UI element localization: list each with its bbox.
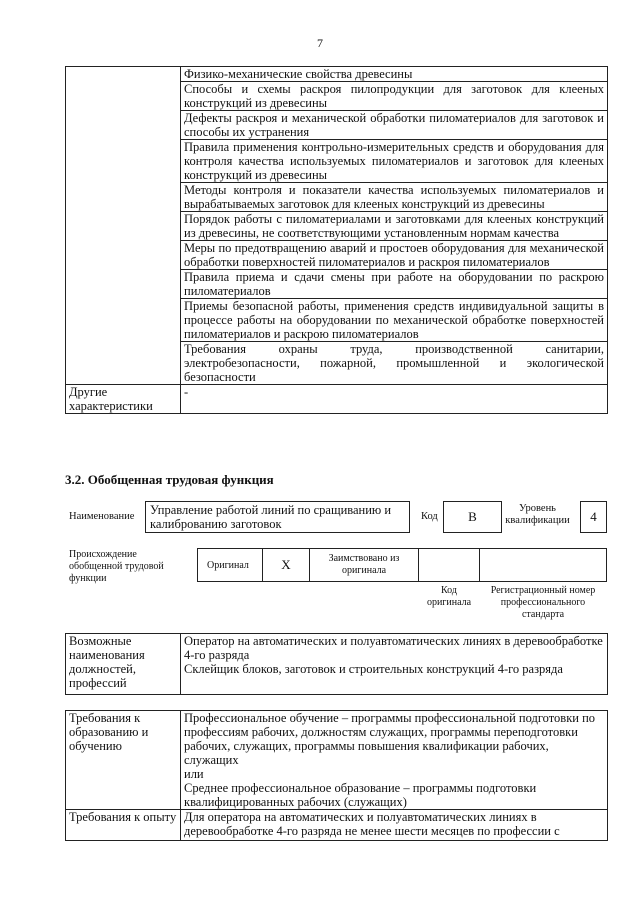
code-value: B	[468, 509, 477, 524]
experience-value: Для оператора на автоматических и полуавтоматических линиях в деревообработке 4-го разряда не менее шести месяцев по профессии с	[181, 810, 608, 841]
knowledge-label-cell	[66, 67, 181, 385]
education-label: Требования к образованию и обучению	[66, 711, 181, 810]
education-line: или	[184, 767, 204, 781]
name-box	[145, 501, 410, 533]
education-line: Профессиональное обучение – программы профессиональной подготовки по профессиям рабочих, должностям служащих, программы переподготовки рабочих, служащих, программы повышения квалификации рабочих, служащих	[184, 711, 596, 767]
origin-reg-cell	[479, 548, 607, 582]
section-heading: 3.2. Обобщенная трудовая функция	[65, 472, 274, 487]
knowledge-item: Способы и схемы раскроя пилопродукции для заготовок для клееных конструкций из древесины	[181, 82, 608, 111]
other-characteristics-label: Другие характеристики	[66, 385, 181, 414]
education-values	[181, 711, 608, 810]
knowledge-item: Методы контроля и показатели качества используемых пиломатериалов и вырабатываемых заготовок для клееных конструкций из древесины	[181, 183, 608, 212]
origin-code-caption: Код оригинала	[426, 585, 472, 608]
page-number: 7	[317, 36, 323, 50]
name-value: Управление работой линий по сращиванию и калиброванию заготовок	[150, 503, 392, 531]
knowledge-item: Правила применения контрольно-измерительных средств и оборудования для контроля качества используемых пиломатериалов и заготовок для клееных конструкций из древесины	[181, 140, 608, 183]
knowledge-item: Требования охраны труда, производственной санитарии, электробезопасности, пожарной, промышленной и экологической безопасности	[181, 342, 608, 385]
borrowed-label: Заимствовано из оригинала	[328, 553, 400, 576]
original-mark-cell	[262, 548, 310, 582]
borrowed-cell	[309, 548, 419, 582]
other-characteristics-value: -	[181, 385, 608, 414]
knowledge-item: Порядок работы с пиломатериалами и заготовками для клееных конструкций из древесины, не соответствующими установленным нормам качества	[181, 212, 608, 241]
level-value: 4	[590, 509, 597, 524]
origin-label: Происхождение обобщенной трудовой функции	[69, 549, 164, 584]
education-line: Среднее профессиональное образование – программы подготовки квалифицированных рабочих (служащих)	[184, 781, 537, 809]
experience-label: Требования к опыту	[66, 810, 181, 841]
knowledge-item: Приемы безопасной работы, применения средств индивидуальной защиты в процессе работы на оборудовании по механической обработке поверхностей пиломатериалов и раскрою пиломатериалов	[181, 299, 608, 342]
position-item: Оператор на автоматических и полуавтоматических линиях в деревообработке 4-го разряда	[184, 634, 603, 662]
knowledge-item: Меры по предотвращению аварий и простоев оборудования для механической обработки поверхностей пиломатериалов и раскроя пиломатериалов	[181, 241, 608, 270]
original-mark: X	[281, 557, 291, 572]
positions-table	[65, 633, 608, 695]
knowledge-table	[65, 66, 608, 414]
knowledge-item: Дефекты раскроя и механической обработки пиломатериалов для заготовок и способы их устранения	[181, 111, 608, 140]
positions-label: Возможные наименования должностей, профессий	[66, 634, 181, 695]
original-cell	[197, 548, 263, 582]
level-label: Уровень квалификации	[505, 503, 570, 526]
code-label: Код	[421, 511, 438, 522]
requirements-table	[65, 710, 608, 841]
original-label: Оригинал	[207, 560, 249, 571]
code-box	[443, 501, 502, 533]
name-label: Наименование	[69, 511, 135, 522]
positions-values	[181, 634, 608, 695]
origin-code-cell	[418, 548, 480, 582]
origin-reg-caption: Регистрационный номер профессионального стандарта	[490, 585, 596, 620]
knowledge-item: Правила приема и сдачи смены при работе на оборудовании по раскрою пиломатериалов	[181, 270, 608, 299]
level-box	[580, 501, 607, 533]
position-item: Склейщик блоков, заготовок и строительных конструкций 4-го разряда	[184, 662, 563, 676]
knowledge-item: Физико-механические свойства древесины	[181, 67, 608, 82]
